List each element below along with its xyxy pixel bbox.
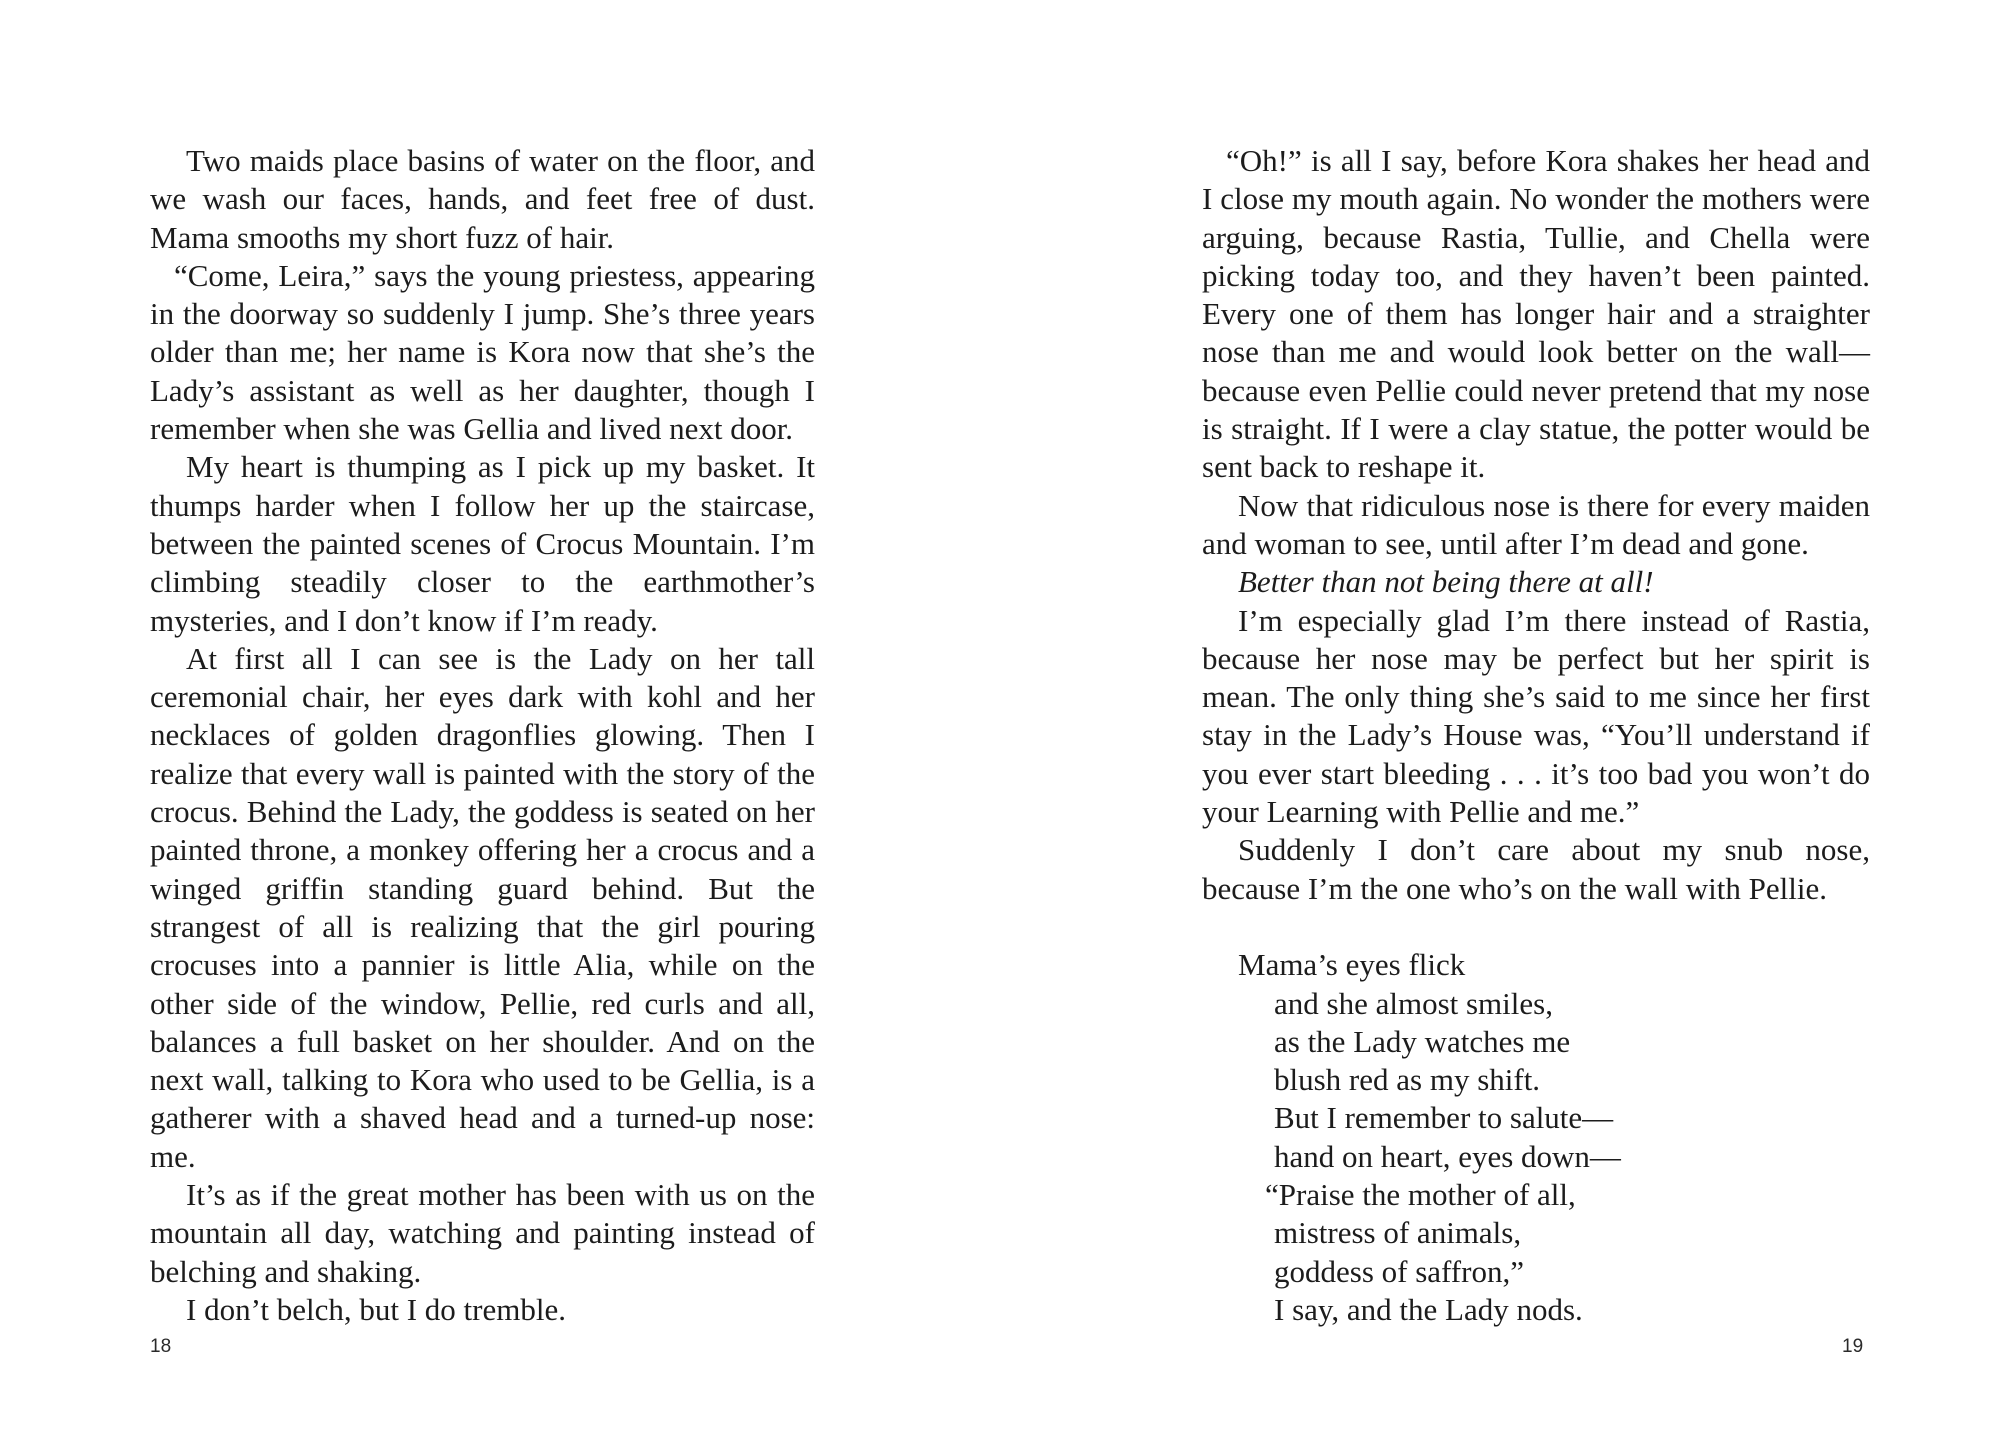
verse-line: and she almost smiles, [1274,985,1553,1021]
right-page-text [1202,142,1870,1329]
paragraph: It’s as if the great mother has been with us on the mountain all day, watching and painting instead of belching and shaking. [150,1177,815,1289]
paragraph: I’m especially glad I’m there instead of Rastia, because her nose may be perfect but her spirit is mean. The only thing she’s said to me since her first stay in the Lady’s House was, “You’ll understand if you ever start bleeding . . . it’s too bad you won’t do your Learning with Pellie and me.” [1202,602,1870,830]
page-number-right: 19 [1842,1336,1864,1357]
page-number-left: 18 [150,1336,172,1357]
verse-line: goddess of saffron,” [1274,1253,1524,1289]
verse-line: hand on heart, eyes down— [1274,1138,1621,1174]
verse-stanza [1202,946,1870,1329]
paragraph: I don’t belch, but I do tremble. [186,1291,566,1327]
paragraph: “Come, Leira,” says the young priestess, appearing in the doorway so suddenly I jump. She’s three years older than me; her name is Kora now that she’s the Lady’s assistant as well as her daughter, though I remember when she was Gellia and lived next door. [150,257,815,447]
verse-line: But I remember to salute— [1274,1100,1614,1136]
verse-line: Mama’s eyes flick [1238,947,1466,983]
paragraph: My heart is thumping as I pick up my basket. It thumps harder when I follow her up the staircase, between the painted scenes of Crocus Mountain. I’m climbing steadily closer to the earthmother’s mysteries, and I don’t know if I’m ready. [150,449,815,638]
paragraph: Two maids place basins of water on the floor, and we wash our faces, hands, and feet free of dust. Mama smooths my short fuzz of hair. [150,143,815,255]
verse-line: “Praise the mother of all, [1265,1177,1576,1213]
left-page-text [150,142,815,1329]
verse-line: as the Lady watches me [1274,1023,1571,1059]
paragraph: Suddenly I don’t care about my snub nose, because I’m the one who’s on the wall with Pellie. [1202,832,1870,906]
verse-line: I say, and the Lady nods. [1274,1291,1583,1327]
paragraph-italic: Better than not being there at all! [1238,564,1654,600]
verse-line: mistress of animals, [1274,1215,1522,1251]
paragraph: Now that ridiculous nose is there for every maiden and woman to see, until after I’m dead and gone. [1202,487,1870,561]
stanza-break [1202,908,1870,946]
paragraph: “Oh!” is all I say, before Kora shakes her head and I close my mouth again. No wonder the mothers were arguing, because Rastia, Tullie, and Chella were picking today too, and they haven’t been painted. Every one of them has longer hair and a straighter nose than me and would look better on the wall—because even Pellie could never pretend that my nose is straight. If I were a clay statue, the potter would be sent back to reshape it. [1202,143,1870,485]
paragraph: At first all I can see is the Lady on her tall ceremonial chair, her eyes dark with kohl and her necklaces of golden dragonflies glowing. Then I realize that every wall is painted with the story of the crocus. Behind the Lady, the goddess is seated on her painted throne, a monkey offering her a crocus and a winged griffin standing guard behind. But the strangest of all is realizing that the girl pouring crocuses into a pannier is little Alia, while on the other side of the window, Pellie, red curls and all, balances a full basket on her shoulder. And on the next wall, talking to Kora who used to be Gellia, is a gatherer with a shaved head and a turned-up nose: me. [150,640,815,1174]
verse-line: blush red as my shift. [1274,1062,1541,1098]
